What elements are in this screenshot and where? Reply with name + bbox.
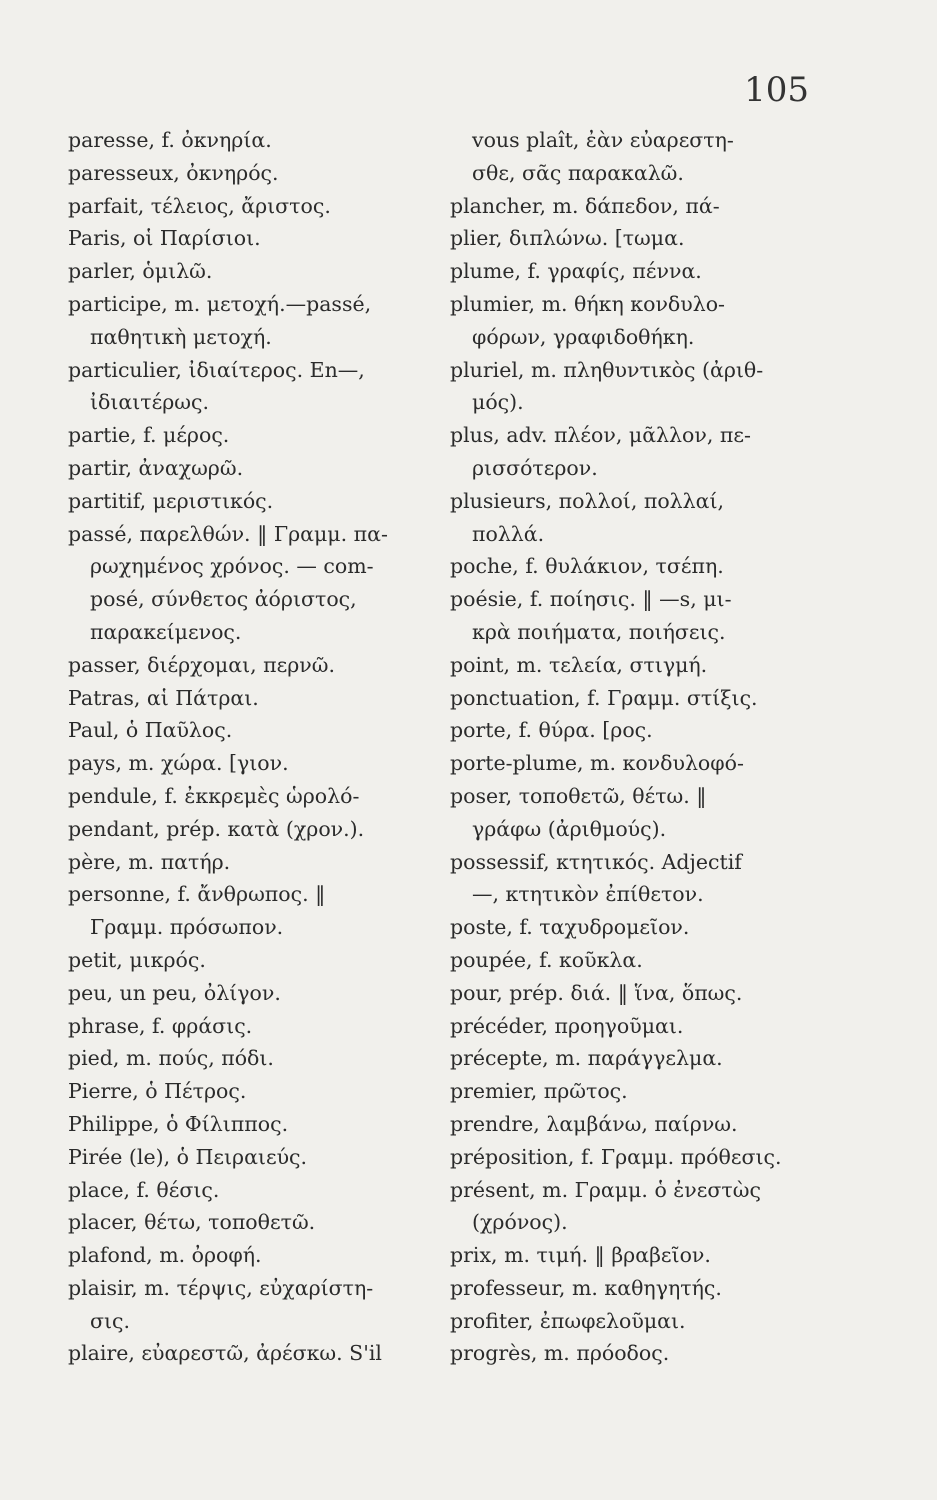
dictionary-line: παθητικὴ μετοχή. — [90, 324, 272, 349]
dictionary-line: poste, f. ταχυδρομεῖον. — [450, 915, 690, 940]
dictionary-line: plumier, m. θήκη κονδυλο- — [450, 291, 725, 316]
right-column — [450, 124, 820, 1370]
dictionary-line: précéder, προηγοῦμαι. — [450, 1013, 684, 1038]
dictionary-line: plier, διπλώνω. [τωμα. — [450, 226, 685, 251]
dictionary-line: pluriel, m. πληθυντικὸς (ἀριθ- — [450, 357, 764, 382]
dictionary-line: paresse, f. ὀκνηρία. — [68, 128, 272, 152]
dictionary-line: passé, παρελθών. ‖ Γραμμ. πα- — [68, 521, 388, 546]
dictionary-line: plume, f. γραφίς, πέννα. — [450, 259, 702, 284]
dictionary-line: κρὰ ποιήματα, ποιήσεις. — [472, 619, 726, 644]
dictionary-line: petit, μικρός. — [68, 947, 206, 972]
dictionary-line: partir, ἀναχωρῶ. — [68, 455, 244, 480]
dictionary-line: pendule, f. ἐκκρεμὲς ὡρολό- — [68, 783, 360, 808]
dictionary-line: vous plaît, ἐὰν εὐαρεστη- — [472, 128, 734, 152]
dictionary-line: phrase, f. φράσις. — [68, 1013, 253, 1038]
dictionary-line: φόρων, γραφιδοθήκη. — [472, 324, 695, 349]
dictionary-line: porte, f. θύρα. [ρος. — [450, 718, 653, 743]
dictionary-line: poupée, f. κοῦκλα. — [450, 947, 643, 972]
dictionary-line: parler, ὁμιλῶ. — [68, 259, 213, 284]
dictionary-line: Pierre, ὁ Πέτρος. — [68, 1079, 247, 1104]
dictionary-line: professeur, m. καθηγητής. — [450, 1275, 722, 1300]
dictionary-line: prendre, λαμβάνω, παίρνω. — [450, 1111, 738, 1136]
dictionary-line: place, f. θέσις. — [68, 1177, 220, 1202]
dictionary-line: ρωχημένος χρόνος. — com- — [90, 554, 374, 579]
dictionary-line: précepte, m. παράγγελμα. — [450, 1046, 723, 1071]
dictionary-line: Paris, οἱ Παρίσιοι. — [68, 226, 261, 251]
dictionary-line: plusieurs, πολλοί, πολλαί, — [450, 488, 725, 513]
dictionary-line: pied, m. πούς, πόδι. — [68, 1046, 274, 1071]
dictionary-line: partitif, μεριστικός. — [68, 488, 274, 513]
dictionary-line: ponctuation, f. Γραμμ. στίξις. — [450, 685, 758, 710]
dictionary-line: progrès, m. πρόοδος. — [450, 1341, 670, 1366]
dictionary-line: plafond, m. ὀροφή. — [68, 1243, 262, 1268]
dictionary-line: Paul, ὁ Παῦλος. — [68, 718, 233, 743]
dictionary-line: μός). — [472, 390, 524, 415]
dictionary-line: possessif, κτητικός. Adjectif — [450, 849, 742, 874]
dictionary-line: particulier, ἰδιαίτερος. En—, — [68, 357, 365, 382]
dictionary-line: prix, m. τιμή. ‖ βραβεῖον. — [450, 1243, 711, 1268]
dictionary-line: pendant, prép. κατὰ (χρον.). — [68, 816, 365, 841]
dictionary-line: plaire, εὐαρεστῶ, ἀρέσκω. S'il — [68, 1341, 382, 1366]
dictionary-line: porte-plume, m. κονδυλοφό- — [450, 751, 744, 776]
dictionary-line: pays, m. χώρα. [γιον. — [68, 751, 289, 776]
dictionary-line: plancher, m. δάπεδον, πά- — [450, 193, 720, 218]
left-column — [68, 124, 428, 1370]
dictionary-line: Patras, αἱ Πάτραι. — [68, 685, 259, 710]
dictionary-line: ρισσότερον. — [472, 455, 598, 480]
dictionary-line: poche, f. θυλάκιον, τσέπη. — [450, 554, 724, 579]
dictionary-line: γράφω (ἀριθμούς). — [472, 816, 667, 841]
dictionary-line: premier, πρῶτος. — [450, 1079, 628, 1104]
dictionary-line: (χρόνος). — [472, 1210, 568, 1235]
page-number: 105 — [744, 70, 809, 110]
dictionary-line: ἰδιαιτέρως. — [90, 390, 210, 415]
dictionary-line: placer, θέτω, τοποθετῶ. — [68, 1210, 316, 1235]
dictionary-line: poser, τοποθετῶ, θέτω. ‖ — [450, 783, 707, 808]
dictionary-line: plus, adv. πλέον, μᾶλλον, πε- — [450, 423, 751, 448]
dictionary-line: σθε, σᾶς παρακαλῶ. — [472, 160, 684, 185]
dictionary-line: pour, prép. διά. ‖ ἵνα, ὅπως. — [450, 980, 743, 1005]
dictionary-line: présent, m. Γραμμ. ὁ ἐνεστὼς — [450, 1177, 761, 1202]
dictionary-line: plaisir, m. τέρψις, εὐχαρίστη- — [68, 1275, 374, 1300]
dictionary-line: Γραμμ. πρόσωπον. — [90, 915, 284, 940]
dictionary-line: peu, un peu, ὀλίγον. — [68, 980, 281, 1005]
dictionary-line: posé, σύνθετος ἀόριστος, — [90, 587, 357, 612]
dictionary-line: personne, f. ἄνθρωπος. ‖ — [68, 882, 326, 907]
dictionary-line: poésie, f. ποίησις. ‖ —s, μι- — [450, 587, 732, 612]
dictionary-line: point, m. τελεία, στιγμή. — [450, 652, 708, 677]
dictionary-line: profiter, ἐπωφελοῦμαι. — [450, 1308, 686, 1333]
dictionary-line: participe, m. μετοχή.—passé, — [68, 291, 372, 316]
dictionary-line: σις. — [90, 1308, 131, 1333]
dictionary-line: parfait, τέλειος, ἄριστος. — [68, 193, 331, 218]
dictionary-line: partie, f. μέρος. — [68, 423, 230, 448]
dictionary-line: Pirée (le), ὁ Πειραιεύς. — [68, 1144, 308, 1169]
dictionary-line: παρακείμενος. — [90, 619, 242, 644]
dictionary-line: Philippe, ὁ Φίλιππος. — [68, 1111, 289, 1136]
dictionary-line: paresseux, ὀκνηρός. — [68, 160, 279, 185]
dictionary-line: préposition, f. Γραμμ. πρόθεσις. — [450, 1144, 782, 1169]
dictionary-line: —, κτητικὸν ἐπίθετον. — [472, 882, 704, 907]
dictionary-line: passer, διέρχομαι, περνῶ. — [68, 652, 335, 677]
dictionary-line: père, m. πατήρ. — [68, 849, 231, 874]
dictionary-line: πολλά. — [472, 521, 545, 546]
